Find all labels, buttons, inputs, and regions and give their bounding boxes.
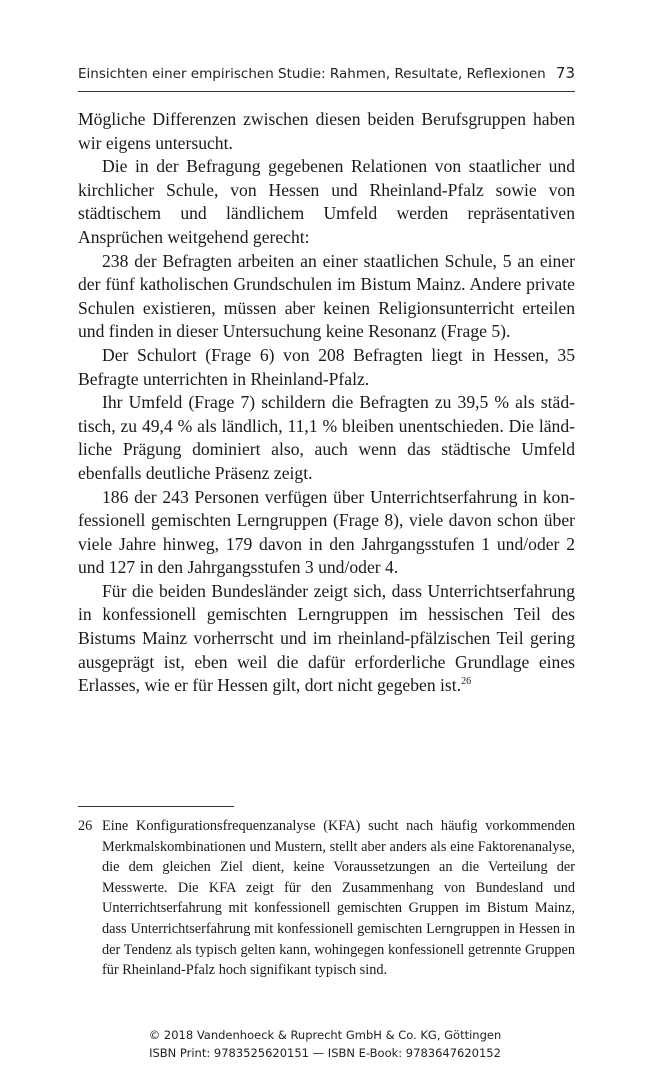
footnote-number: 26: [78, 818, 93, 834]
paragraph-text: Für die beiden Bundesländer zeigt sich, dass Unterrichtserfahrung in konfessionell gemischten Lerngruppen im hessischen Teil des Bistums Mainz vorherrscht und im rheinland-pfälzischen Teil gering ausgeprägt ist, eben weil die dafür erforderliche Grundlage eines Erlasses, wie er für Hessen gilt, dort nicht gegeben ist.: [78, 580, 575, 696]
running-title: Einsichten einer empirischen Studie: Rahmen, Resultate, Reflexionen: [78, 66, 546, 82]
paragraph: Ihr Umfeld (Frage 7) schildern die Befragten zu 39,5 % als städtisch, zu 49,4 % als ländlich, 11,1 % bleiben unentschieden. Die ländliche Prägung dominiert also, auch wenn das städtische Umfeld ebenfalls deutliche Präsenz zeigt.: [78, 392, 575, 483]
footnote-reference[interactable]: 26: [461, 676, 472, 688]
footnote: [78, 816, 575, 981]
paragraph: 186 der 243 Personen verfügen über Unterrichtserfahrung in konfessionell gemischten Lerngruppen (Frage 8), viele davon schon über viele Jahre hinweg, 179 davon in den Jahrgangsstufen 1 und/oder 2 und 127 in den Jahrgangsstufen 3 und/oder 4.: [78, 486, 575, 578]
paragraph: Mögliche Differenzen zwischen diesen beiden Berufsgruppen haben wir eigens untersucht.: [78, 109, 575, 153]
main-text: [78, 108, 575, 698]
footnote-rule: [78, 806, 234, 807]
running-header: [78, 64, 575, 82]
paragraph: 238 der Befragten arbeiten an einer staatlichen Schule, 5 an einer der fünf katholischen Grundschulen im Bistum Mainz. Andere private Schulen existieren, müssen aber keinen Religionsunterricht erteilen und finden in dieser Untersuchung keine Resonanz (Frage 5).: [78, 250, 575, 342]
paragraph: Die in der Befragung gegebenen Relationen von staatlicher und kirchlicher Schule, von Hessen und Rheinland-Pfalz sowie von städtischem und ländlichem Umfeld werden repräsentativen Ansprüchen weitgehend gerecht:: [78, 156, 575, 247]
paragraph-with-footnote: [78, 580, 575, 698]
isbn-line: ISBN Print: 9783525620151 — ISBN E-Book: 9783647620152: [149, 1046, 501, 1060]
page-number: 73: [555, 64, 575, 82]
paragraph: Der Schulort (Frage 6) von 208 Befragten liegt in Hessen, 35 Befragte unterrichten in Rheinland-Pfalz.: [78, 344, 575, 389]
page-footer: [0, 1026, 650, 1062]
header-rule: [78, 91, 575, 92]
copyright-line: © 2018 Vandenhoeck & Ruprecht GmbH & Co. KG, Göttingen: [148, 1028, 502, 1042]
footnote-text: Eine Konfigurationsfrequenzanalyse (KFA) sucht nach häufig vorkommenden Merkmalskombinationen und Mustern, stellt aber anders als eine Faktorenanalyse, die dem gleichen Ziel dient, keine Voraussetzungen an die Verteilung der Messwerte. Die KFA zeigt für den Zusammenhang von Bundesland und Unterrichtserfahrung mit konfessionell gemischten Gruppen im Bistum Mainz, dass Unterrichtserfahrung mit konfessionell gemischten Lerngruppen in Hessen in der Tendenz als typisch gelten kann, wohingegen konfessionell getrennte Gruppen für Rheinland-Pfalz hoch signifikant typisch sind.: [102, 818, 575, 979]
